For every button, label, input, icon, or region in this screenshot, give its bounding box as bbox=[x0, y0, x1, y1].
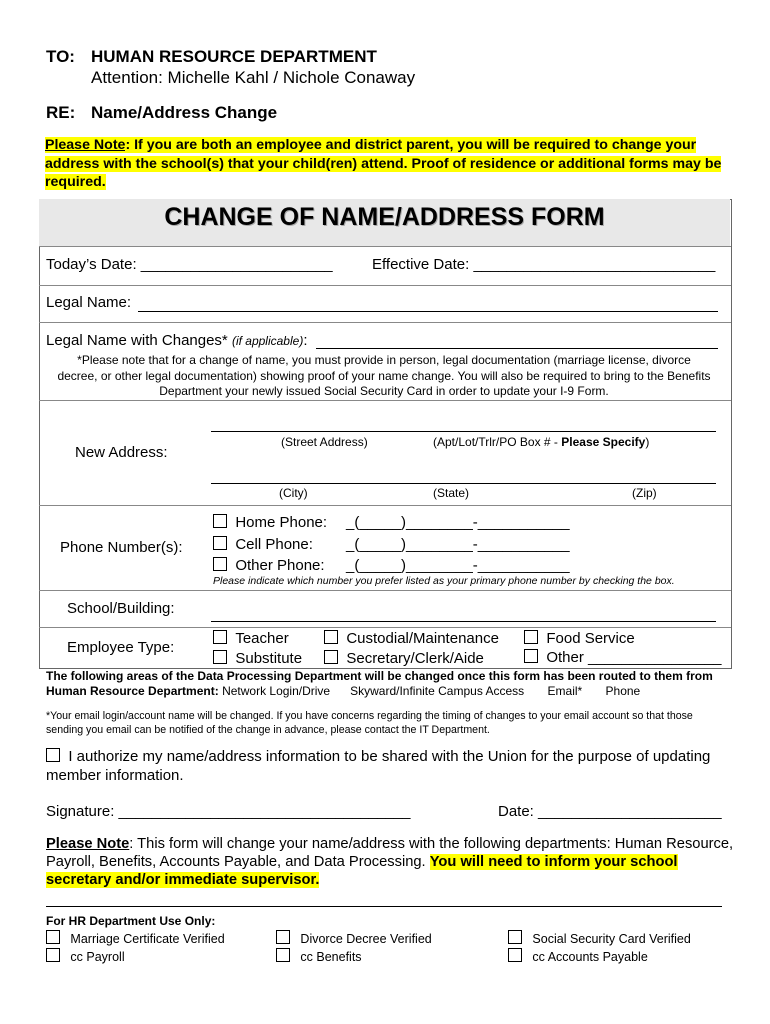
hr-cc-payroll[interactable]: cc Payroll bbox=[46, 948, 125, 964]
cell-phone-input[interactable]: _(_____)________-___________ bbox=[346, 536, 570, 553]
name-change-note: *Please note that for a change of name, you must provide in person, legal documentation (marriage license, divorce decree, or other legal documentation) showing proof of your name change. You will also be required to bring to the Benefits Department your newly issued Social Security Card in order to update your I-9 Form. bbox=[57, 353, 711, 398]
note-2-label: Please Note bbox=[46, 836, 130, 852]
street-address-caption: (Street Address) bbox=[281, 435, 368, 449]
secretary-checkbox[interactable] bbox=[324, 650, 338, 664]
marriage-cert-checkbox[interactable] bbox=[46, 930, 60, 944]
authorize-statement: I authorize my name/address information to be shared with the Union for the purpose of updating member information. bbox=[46, 748, 711, 784]
hr-ss-card[interactable]: Social Security Card Verified bbox=[508, 930, 691, 946]
custodial-checkbox[interactable] bbox=[324, 630, 338, 644]
attention-line: Attention: Michelle Kahl / Nichole Conaway bbox=[91, 68, 416, 87]
state-caption: (State) bbox=[433, 486, 470, 500]
legal-name-input[interactable] bbox=[138, 311, 718, 312]
note-2-highlight: You will need to inform your school secretary and/or immediate supervisor. bbox=[46, 854, 678, 888]
todays-date-field[interactable]: Today’s Date: _______________________ bbox=[46, 256, 333, 273]
hr-divorce-decree[interactable]: Divorce Decree Verified bbox=[276, 930, 432, 946]
zip-caption: (Zip) bbox=[632, 486, 657, 500]
to-label: TO: bbox=[46, 47, 75, 66]
cc-payroll-checkbox[interactable] bbox=[46, 948, 60, 962]
phone-numbers-label: Phone Number(s): bbox=[60, 539, 183, 556]
cc-benefits-checkbox[interactable] bbox=[276, 948, 290, 962]
cc-accounts-payable-checkbox[interactable] bbox=[508, 948, 522, 962]
other-phone-row: Other Phone: bbox=[213, 557, 325, 574]
re-value: Name/Address Change bbox=[91, 103, 278, 122]
other-phone-input[interactable]: _(_____)________-___________ bbox=[346, 557, 570, 574]
custodial-option[interactable]: Custodial/Maintenance bbox=[324, 630, 499, 647]
apt-caption: (Apt/Lot/Trlr/PO Box # - Please Specify) bbox=[433, 435, 650, 449]
food-service-option[interactable]: Food Service bbox=[524, 630, 635, 647]
school-building-label: School/Building: bbox=[67, 600, 175, 617]
form-title: CHANGE OF NAME/ADDRESS FORM bbox=[164, 203, 605, 231]
to-value: HUMAN RESOURCE DEPARTMENT bbox=[91, 47, 377, 66]
divorce-decree-checkbox[interactable] bbox=[276, 930, 290, 944]
home-phone-row: Home Phone: bbox=[213, 514, 327, 531]
teacher-option[interactable]: Teacher bbox=[213, 630, 289, 647]
food-service-checkbox[interactable] bbox=[524, 630, 538, 644]
other-phone-checkbox[interactable] bbox=[213, 557, 227, 571]
employee-type-label: Employee Type: bbox=[67, 639, 175, 656]
legal-name-label: Legal Name: bbox=[46, 294, 132, 311]
other-option[interactable]: Other ________________ bbox=[524, 649, 722, 666]
authorize-checkbox[interactable] bbox=[46, 748, 60, 762]
date-field[interactable]: Date: ______________________ bbox=[498, 803, 722, 820]
note-1-text: : If you are both an employee and district parent, you will be required to change your address with the school(s) that your child(ren) attend. Proof of residence or additional forms may be required. bbox=[45, 137, 722, 190]
note-2: Please Note: This form will change your name/address with the following departments: Human Resource, Payroll, Benefits, Accounts Payable, and Data Processing. You will need to inform your school secretary and/or immediate supervisor. bbox=[46, 836, 734, 888]
data-processing-section: The following areas of the Data Processing Department will be changed once this form has been routed to them from Human Resource Department: Network Login/Drive Skyward/Infinite Campus Access Email* Phone bbox=[46, 669, 713, 698]
ss-card-checkbox[interactable] bbox=[508, 930, 522, 944]
other-checkbox[interactable] bbox=[524, 649, 538, 663]
teacher-checkbox[interactable] bbox=[213, 630, 227, 644]
city-state-zip-input[interactable] bbox=[211, 483, 716, 484]
hr-marriage-cert[interactable]: Marriage Certificate Verified bbox=[46, 930, 225, 946]
cell-phone-checkbox[interactable] bbox=[213, 536, 227, 550]
legal-name-changes-label: Legal Name with Changes* (if applicable): bbox=[46, 332, 308, 349]
email-note: *Your email login/account name will be changed. If you have concerns regarding the timing of changes to your email account so that those sending you email can be notified of the change in advance, please contact the IT Department. bbox=[46, 710, 693, 736]
substitute-option[interactable]: Substitute bbox=[213, 650, 302, 667]
hr-cc-benefits[interactable]: cc Benefits bbox=[276, 948, 362, 964]
school-building-input[interactable] bbox=[211, 621, 716, 622]
cell-phone-row: Cell Phone: bbox=[213, 536, 313, 553]
hr-use-title: For HR Department Use Only: bbox=[46, 914, 216, 928]
substitute-checkbox[interactable] bbox=[213, 650, 227, 664]
divider bbox=[46, 906, 722, 907]
re-label: RE: bbox=[46, 103, 76, 122]
street-address-input[interactable] bbox=[211, 431, 716, 432]
effective-date-field[interactable]: Effective Date: _____________________________ bbox=[372, 256, 716, 273]
phone-hint: Please indicate which number you prefer listed as your primary phone number by checking the box. bbox=[213, 575, 675, 587]
note-1-label: Please Note bbox=[45, 137, 126, 153]
secretary-option[interactable]: Secretary/Clerk/Aide bbox=[324, 650, 484, 667]
note-1 bbox=[45, 136, 725, 192]
hr-cc-accounts-payable[interactable]: cc Accounts Payable bbox=[508, 948, 648, 964]
home-phone-checkbox[interactable] bbox=[213, 514, 227, 528]
legal-name-changes-input[interactable] bbox=[316, 348, 718, 349]
city-caption: (City) bbox=[279, 486, 308, 500]
new-address-label: New Address: bbox=[75, 444, 168, 461]
signature-field[interactable]: Signature: ___________________________________ bbox=[46, 803, 411, 820]
home-phone-input[interactable]: _(_____)________-___________ bbox=[346, 514, 570, 531]
